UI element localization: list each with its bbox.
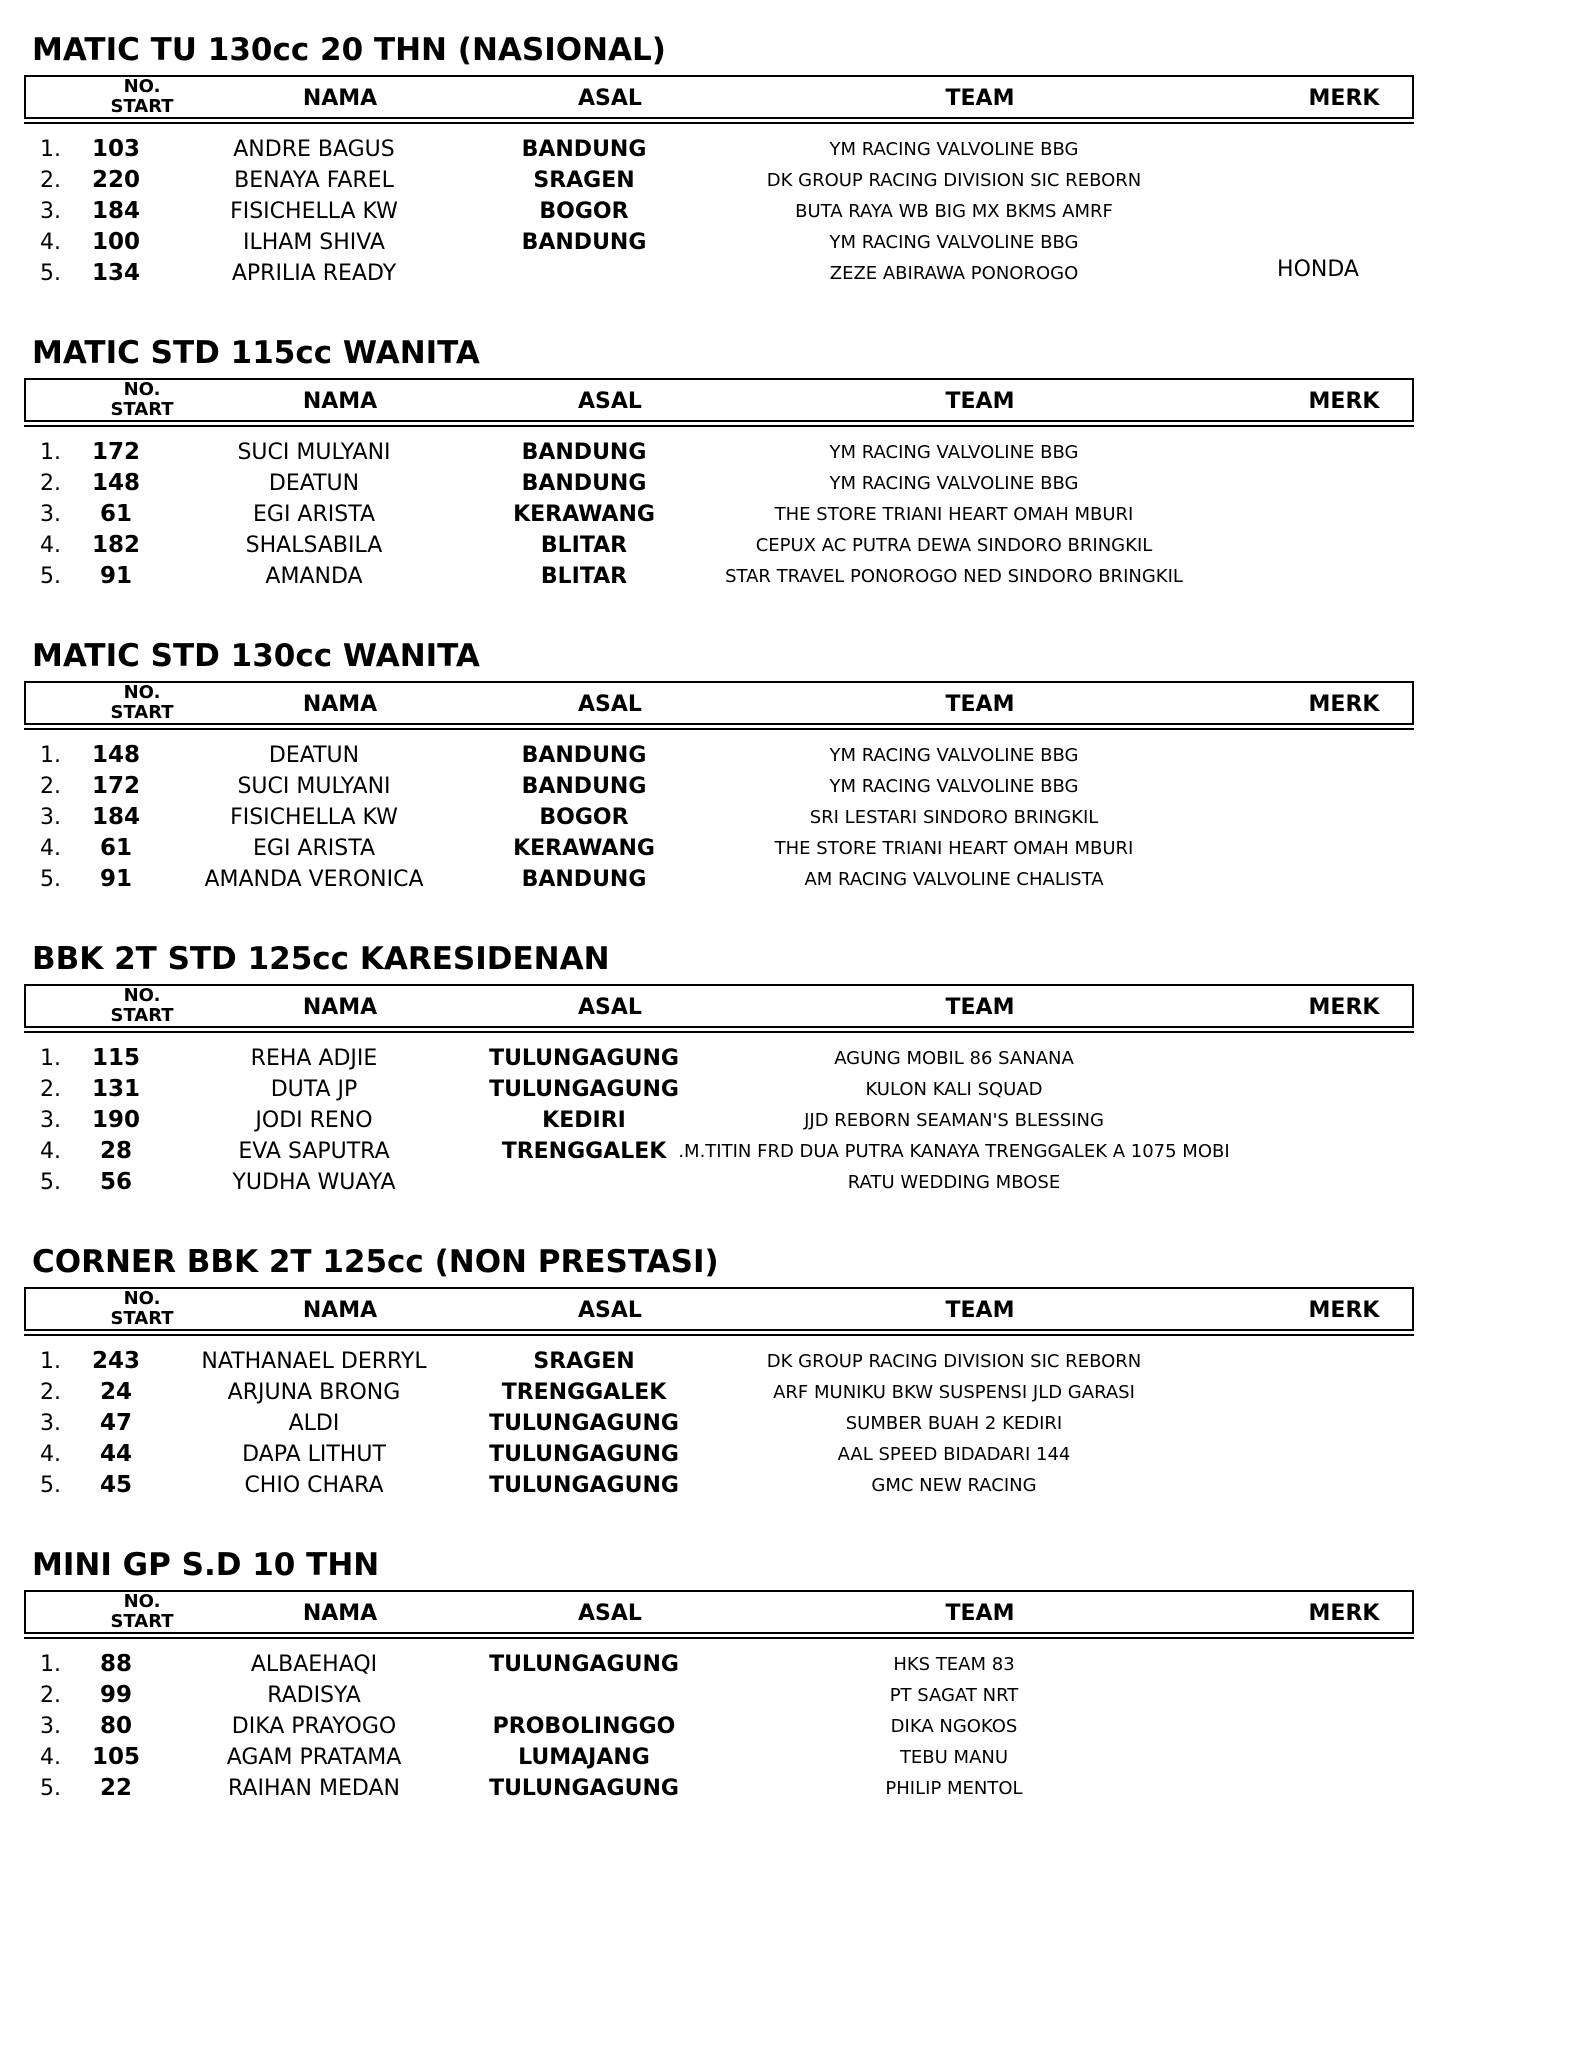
row-team: GMC NEW RACING xyxy=(871,1475,1037,1496)
row-position: 4. xyxy=(40,533,61,558)
row-team: PHILIP MENTOL xyxy=(885,1778,1023,1799)
section-title: MATIC STD 130cc WANITA xyxy=(32,638,480,674)
row-start-number: 184 xyxy=(91,198,140,224)
row-origin: PROBOLINGGO xyxy=(492,1714,676,1739)
table-body xyxy=(0,134,1583,289)
header-asal: ASAL xyxy=(578,1298,642,1323)
row-rider-name: APRILIA READY xyxy=(231,261,397,286)
row-position: 2. xyxy=(40,1380,61,1405)
header-start-label: START xyxy=(110,1005,174,1026)
row-rider-name: EGI ARISTA xyxy=(253,502,375,527)
table-row xyxy=(0,1346,1583,1377)
row-start-number: 22 xyxy=(99,1775,132,1801)
row-position: 1. xyxy=(40,440,61,465)
row-position: 5. xyxy=(40,1473,61,1498)
section-title: BBK 2T STD 125cc KARESIDENAN xyxy=(32,941,610,977)
row-start-number: 56 xyxy=(99,1169,132,1195)
row-rider-name: AGAM PRATAMA xyxy=(226,1745,402,1770)
header-team: TEAM xyxy=(945,1298,1015,1323)
row-origin: TULUNGAGUNG xyxy=(489,1442,679,1467)
table-body xyxy=(0,437,1583,592)
row-start-number: 115 xyxy=(91,1045,140,1071)
header-team: TEAM xyxy=(945,1601,1015,1626)
header-no-label: NO. xyxy=(123,1591,161,1612)
row-position: 3. xyxy=(40,1714,61,1739)
row-rider-name: DEATUN xyxy=(268,471,360,496)
row-start-number: 172 xyxy=(91,439,140,465)
row-rider-name: SUCI MULYANI xyxy=(237,774,391,799)
row-rider-name: ILHAM SHIVA xyxy=(242,230,385,255)
row-position: 4. xyxy=(40,836,61,861)
table-row xyxy=(0,771,1583,802)
row-position: 1. xyxy=(40,137,61,162)
header-start-label: START xyxy=(110,702,174,723)
row-team: DK GROUP RACING DIVISION SIC REBORN xyxy=(766,170,1142,191)
row-start-number: 47 xyxy=(99,1410,132,1436)
row-start-number: 131 xyxy=(91,1076,140,1102)
row-position: 1. xyxy=(40,1046,61,1071)
header-merk: MERK xyxy=(1308,692,1380,717)
table-row xyxy=(0,165,1583,196)
header-asal: ASAL xyxy=(578,86,642,111)
row-rider-name: ALBAEHAQI xyxy=(250,1652,378,1677)
row-rider-name: DEATUN xyxy=(268,743,360,768)
header-team: TEAM xyxy=(945,86,1015,111)
row-origin: SRAGEN xyxy=(533,1349,635,1374)
row-position: 3. xyxy=(40,805,61,830)
row-position: 5. xyxy=(40,1170,61,1195)
row-rider-name: SUCI MULYANI xyxy=(237,440,391,465)
table-row xyxy=(0,1408,1583,1439)
row-start-number: 88 xyxy=(99,1651,132,1677)
table-row xyxy=(0,1167,1583,1198)
table-row xyxy=(0,1105,1583,1136)
table-row xyxy=(0,1470,1583,1501)
table-row xyxy=(0,1680,1583,1711)
row-rider-name: FISICHELLA KW xyxy=(230,805,398,830)
table-row xyxy=(0,196,1583,227)
header-start-label: START xyxy=(110,1611,174,1632)
header-merk: MERK xyxy=(1308,389,1380,414)
row-rider-name: SHALSABILA xyxy=(245,533,383,558)
row-position: 3. xyxy=(40,502,61,527)
row-position: 2. xyxy=(40,471,61,496)
row-rider-name: CHIO CHARA xyxy=(244,1473,384,1498)
row-position: 2. xyxy=(40,1077,61,1102)
header-underline xyxy=(24,1637,1414,1639)
table-row xyxy=(0,1649,1583,1680)
row-team: YM RACING VALVOLINE BBG xyxy=(829,473,1079,494)
header-nama: NAMA xyxy=(302,389,378,414)
header-nama: NAMA xyxy=(302,1601,378,1626)
row-position: 3. xyxy=(40,1108,61,1133)
row-team: TEBU MANU xyxy=(899,1747,1009,1768)
row-start-number: 172 xyxy=(91,773,140,799)
row-start-number: 45 xyxy=(99,1472,132,1498)
section-title: MATIC TU 130cc 20 THN (NASIONAL) xyxy=(32,32,666,68)
table-header xyxy=(24,1590,1414,1634)
row-rider-name: NATHANAEL DERRYL xyxy=(201,1349,427,1374)
row-origin: TULUNGAGUNG xyxy=(489,1776,679,1801)
row-origin: KERAWANG xyxy=(513,836,655,861)
table-row xyxy=(0,1377,1583,1408)
row-rider-name: EGI ARISTA xyxy=(253,836,375,861)
row-position: 1. xyxy=(40,743,61,768)
row-origin: BANDUNG xyxy=(521,471,647,496)
header-no-start xyxy=(82,683,202,723)
row-origin: TRENGGALEK xyxy=(501,1380,667,1405)
row-start-number: 61 xyxy=(99,501,132,527)
row-origin: BOGOR xyxy=(539,199,629,224)
header-underline xyxy=(24,122,1414,124)
header-asal: ASAL xyxy=(578,1601,642,1626)
row-rider-name: ALDI xyxy=(288,1411,340,1436)
row-origin: BANDUNG xyxy=(521,230,647,255)
row-origin: BANDUNG xyxy=(521,743,647,768)
table-header xyxy=(24,984,1414,1028)
row-start-number: 134 xyxy=(91,260,140,286)
row-start-number: 243 xyxy=(91,1348,140,1374)
row-team: THE STORE TRIANI HEART OMAH MBURI xyxy=(774,504,1134,525)
row-origin: LUMAJANG xyxy=(518,1745,650,1770)
table-row xyxy=(0,499,1583,530)
row-position: 4. xyxy=(40,1139,61,1164)
header-no-start xyxy=(82,986,202,1026)
row-position: 3. xyxy=(40,1411,61,1436)
row-origin: BANDUNG xyxy=(521,867,647,892)
header-no-label: NO. xyxy=(123,1288,161,1309)
row-start-number: 91 xyxy=(99,563,132,589)
table-row xyxy=(0,802,1583,833)
table-header xyxy=(24,1287,1414,1331)
header-no-label: NO. xyxy=(123,682,161,703)
table-row xyxy=(0,1074,1583,1105)
row-start-number: 44 xyxy=(99,1441,132,1467)
row-brand: HONDA xyxy=(1277,257,1359,282)
row-start-number: 24 xyxy=(99,1379,132,1405)
table-row xyxy=(0,437,1583,468)
header-underline xyxy=(24,425,1414,427)
row-origin: TULUNGAGUNG xyxy=(489,1077,679,1102)
row-team: PT SAGAT NRT xyxy=(889,1685,1019,1706)
row-team: AAL SPEED BIDADARI 144 xyxy=(837,1444,1071,1465)
row-start-number: 148 xyxy=(91,470,140,496)
table-row xyxy=(0,864,1583,895)
row-position: 5. xyxy=(40,261,61,286)
row-team: YM RACING VALVOLINE BBG xyxy=(829,232,1079,253)
header-team: TEAM xyxy=(945,692,1015,717)
row-rider-name: EVA SAPUTRA xyxy=(238,1139,390,1164)
row-rider-name: JODI RENO xyxy=(255,1108,373,1133)
row-origin: BANDUNG xyxy=(521,440,647,465)
header-start-label: START xyxy=(110,399,174,420)
row-start-number: 148 xyxy=(91,742,140,768)
row-team: DIKA NGOKOS xyxy=(890,1716,1018,1737)
header-nama: NAMA xyxy=(302,1298,378,1323)
table-row xyxy=(0,561,1583,592)
table-row xyxy=(0,468,1583,499)
row-position: 4. xyxy=(40,1442,61,1467)
section-title: MATIC STD 115cc WANITA xyxy=(32,335,480,371)
row-rider-name: RAIHAN MEDAN xyxy=(228,1776,400,1801)
header-no-start xyxy=(82,1592,202,1632)
header-underline xyxy=(24,728,1414,730)
row-position: 4. xyxy=(40,1745,61,1770)
row-team: STAR TRAVEL PONOROGO NED SINDORO BRINGKIL xyxy=(725,566,1183,587)
header-nama: NAMA xyxy=(302,995,378,1020)
row-start-number: 91 xyxy=(99,866,132,892)
row-start-number: 99 xyxy=(99,1682,132,1708)
row-origin: TULUNGAGUNG xyxy=(489,1473,679,1498)
row-team: SRI LESTARI SINDORO BRINGKIL xyxy=(809,807,1099,828)
row-team: .M.TITIN FRD DUA PUTRA KANAYA TRENGGALEK A 1075 MOBI xyxy=(678,1141,1230,1162)
row-position: 2. xyxy=(40,168,61,193)
table-header xyxy=(24,75,1414,119)
row-start-number: 61 xyxy=(99,835,132,861)
table-row xyxy=(0,1043,1583,1074)
row-team: ZEZE ABIRAWA PONOROGO xyxy=(829,263,1079,284)
row-team: AGUNG MOBIL 86 SANANA xyxy=(834,1048,1074,1069)
row-position: 3. xyxy=(40,199,61,224)
header-underline xyxy=(24,1334,1414,1336)
header-no-label: NO. xyxy=(123,379,161,400)
row-team: JJD REBORN SEAMAN'S BLESSING xyxy=(804,1110,1104,1131)
row-team: YM RACING VALVOLINE BBG xyxy=(829,776,1079,797)
row-origin: KERAWANG xyxy=(513,502,655,527)
row-start-number: 28 xyxy=(99,1138,132,1164)
row-position: 2. xyxy=(40,1683,61,1708)
row-rider-name: AMANDA xyxy=(265,564,363,589)
row-origin: BANDUNG xyxy=(521,137,647,162)
row-rider-name: RADISYA xyxy=(267,1683,361,1708)
row-rider-name: YUDHA WUAYA xyxy=(232,1170,396,1195)
header-start-label: START xyxy=(110,96,174,117)
header-start-label: START xyxy=(110,1308,174,1329)
header-asal: ASAL xyxy=(578,389,642,414)
row-position: 1. xyxy=(40,1652,61,1677)
row-team: CEPUX AC PUTRA DEWA SINDORO BRINGKIL xyxy=(755,535,1153,556)
table-body xyxy=(0,1346,1583,1501)
header-team: TEAM xyxy=(945,389,1015,414)
row-origin: BLITAR xyxy=(540,564,628,589)
table-row xyxy=(0,134,1583,165)
row-team: ARF MUNIKU BKW SUSPENSI JLD GARASI xyxy=(773,1382,1135,1403)
header-underline xyxy=(24,1031,1414,1033)
row-rider-name: AMANDA VERONICA xyxy=(204,867,424,892)
table-row xyxy=(0,1773,1583,1804)
header-no-label: NO. xyxy=(123,985,161,1006)
row-team: AM RACING VALVOLINE CHALISTA xyxy=(804,869,1104,890)
row-rider-name: DUTA JP xyxy=(270,1077,358,1102)
row-origin: TULUNGAGUNG xyxy=(489,1046,679,1071)
row-team: YM RACING VALVOLINE BBG xyxy=(829,442,1079,463)
row-start-number: 184 xyxy=(91,804,140,830)
section-title: CORNER BBK 2T 125cc (NON PRESTASI) xyxy=(32,1244,719,1280)
table-row xyxy=(0,258,1583,289)
row-team: THE STORE TRIANI HEART OMAH MBURI xyxy=(774,838,1134,859)
header-no-start xyxy=(82,1289,202,1329)
row-rider-name: REHA ADJIE xyxy=(250,1046,378,1071)
table-row xyxy=(0,1711,1583,1742)
row-origin: TULUNGAGUNG xyxy=(489,1652,679,1677)
header-asal: ASAL xyxy=(578,995,642,1020)
section-title: MINI GP S.D 10 THN xyxy=(32,1547,380,1583)
header-nama: NAMA xyxy=(302,692,378,717)
row-rider-name: BENAYA FAREL xyxy=(234,168,394,193)
header-asal: ASAL xyxy=(578,692,642,717)
header-no-label: NO. xyxy=(123,76,161,97)
row-rider-name: FISICHELLA KW xyxy=(230,199,398,224)
row-position: 2. xyxy=(40,774,61,799)
table-row xyxy=(0,740,1583,771)
header-merk: MERK xyxy=(1308,1298,1380,1323)
row-team: KULON KALI SQUAD xyxy=(865,1079,1043,1100)
table-row xyxy=(0,1439,1583,1470)
row-start-number: 80 xyxy=(99,1713,132,1739)
header-merk: MERK xyxy=(1308,995,1380,1020)
row-origin: BOGOR xyxy=(539,805,629,830)
row-origin: TRENGGALEK xyxy=(501,1139,667,1164)
row-origin: BANDUNG xyxy=(521,774,647,799)
row-origin: BLITAR xyxy=(540,533,628,558)
row-team: YM RACING VALVOLINE BBG xyxy=(829,139,1079,160)
row-origin: TULUNGAGUNG xyxy=(489,1411,679,1436)
row-rider-name: DIKA PRAYOGO xyxy=(231,1714,397,1739)
table-body xyxy=(0,740,1583,895)
row-team: HKS TEAM 83 xyxy=(893,1654,1015,1675)
header-no-start xyxy=(82,380,202,420)
row-team: RATU WEDDING MBOSE xyxy=(847,1172,1061,1193)
row-position: 1. xyxy=(40,1349,61,1374)
row-origin: KEDIRI xyxy=(542,1108,626,1133)
row-team: SUMBER BUAH 2 KEDIRI xyxy=(845,1413,1063,1434)
row-position: 4. xyxy=(40,230,61,255)
header-merk: MERK xyxy=(1308,86,1380,111)
row-team: BUTA RAYA WB BIG MX BKMS AMRF xyxy=(795,201,1113,222)
table-row xyxy=(0,833,1583,864)
row-start-number: 100 xyxy=(91,229,140,255)
header-nama: NAMA xyxy=(302,86,378,111)
row-rider-name: ARJUNA BRONG xyxy=(227,1380,401,1405)
row-start-number: 220 xyxy=(91,167,140,193)
table-row xyxy=(0,530,1583,561)
table-row xyxy=(0,1742,1583,1773)
row-start-number: 103 xyxy=(91,136,140,162)
table-row xyxy=(0,1136,1583,1167)
row-position: 5. xyxy=(40,564,61,589)
row-position: 5. xyxy=(40,1776,61,1801)
row-start-number: 190 xyxy=(91,1107,140,1133)
header-no-start xyxy=(82,77,202,117)
row-start-number: 105 xyxy=(91,1744,140,1770)
row-start-number: 182 xyxy=(91,532,140,558)
row-position: 5. xyxy=(40,867,61,892)
table-body xyxy=(0,1649,1583,1804)
header-team: TEAM xyxy=(945,995,1015,1020)
table-header xyxy=(24,378,1414,422)
row-team: YM RACING VALVOLINE BBG xyxy=(829,745,1079,766)
row-rider-name: DAPA LITHUT xyxy=(242,1442,386,1467)
table-body xyxy=(0,1043,1583,1198)
row-rider-name: ANDRE BAGUS xyxy=(233,137,395,162)
row-team: DK GROUP RACING DIVISION SIC REBORN xyxy=(766,1351,1142,1372)
table-header xyxy=(24,681,1414,725)
row-origin: SRAGEN xyxy=(533,168,635,193)
header-merk: MERK xyxy=(1308,1601,1380,1626)
